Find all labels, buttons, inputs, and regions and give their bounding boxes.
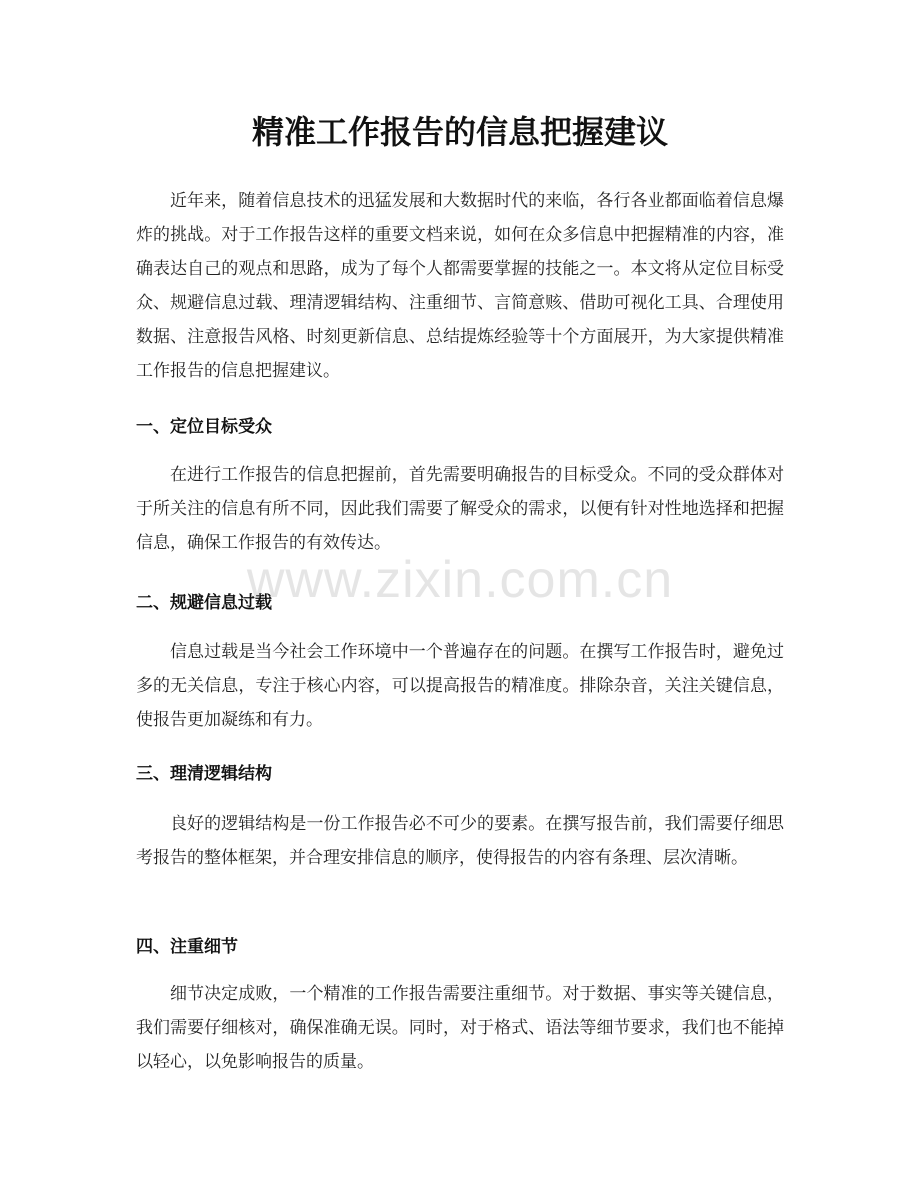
section-heading-4: 四、注重细节 [136,937,238,957]
section-heading-3: 三、理清逻辑结构 [136,764,272,784]
watermark-text: www.zixin.com.cn [246,551,674,609]
document-title: 精准工作报告的信息把握建议 [251,113,668,151]
section-body-3: 良好的逻辑结构是一份工作报告必不可少的要素。在撰写报告前，我们需要仔细思考报告的整体框架，并合理安排信息的顺序，使得报告的内容有条理、层次清晰。 [136,814,784,868]
section-body-4: 细节决定成败，一个精准的工作报告需要注重细节。对于数据、事实等关键信息，我们需要仔细核对，确保准确无误。同时，对于格式、语法等细节要求，我们也不能掉以轻心，以免影响报告的质量。 [136,984,784,1072]
section-heading-2: 二、规避信息过载 [136,593,272,613]
intro-paragraph: 近年来，随着信息技术的迅猛发展和大数据时代的来临，各行各业都面临着信息爆炸的挑战。对于工作报告这样的重要文档来说，如何在众多信息中把握精准的内容，准确表达自己的观点和思路，成为了每个人都需要掌握的技能之一。本文将从定位目标受众、规避信息过载、理清逻辑结构、注重细节、言简意赅、借助可视化工具、合理使用数据、注意报告风格、时刻更新信息、总结提炼经验等十个方面展开，为大家提供精准工作报告的信息把握建议。 [136,191,784,381]
section-heading-1: 一、定位目标受众 [136,417,272,437]
section-body-2: 信息过载是当今社会工作环境中一个普遍存在的问题。在撰写工作报告时，避免过多的无关信息，专注于核心内容，可以提高报告的精准度。排除杂音，关注关键信息，使报告更加凝练和有力。 [136,642,784,730]
section-body-1: 在进行工作报告的信息把握前，首先需要明确报告的目标受众。不同的受众群体对于所关注的信息有所不同，因此我们需要了解受众的需求，以便有针对性地选择和把握信息，确保工作报告的有效传达。 [136,465,784,553]
